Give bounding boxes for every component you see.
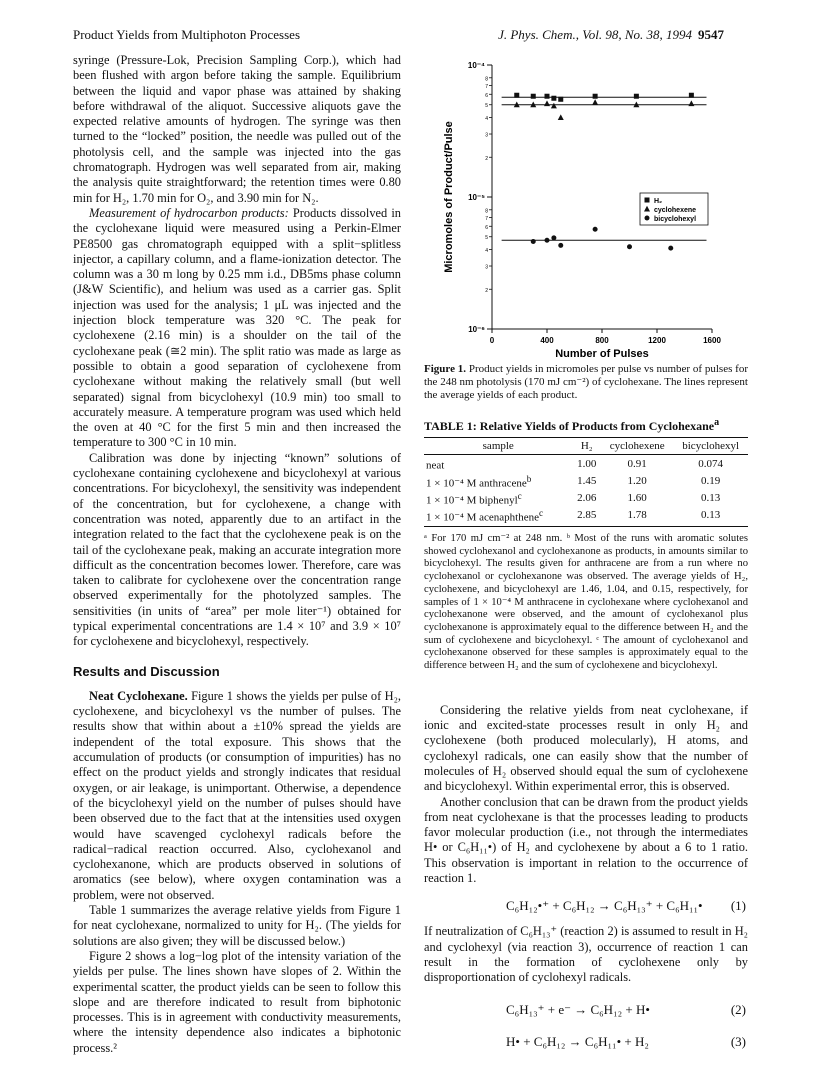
equation-number: (3) (730, 1033, 746, 1049)
table-header-row (424, 437, 748, 455)
table-cell: 0.13 (701, 492, 721, 505)
table-cell: 0.13 (673, 507, 748, 527)
x-tick-label: 400 (540, 336, 554, 345)
x-axis-title: Number of Pulses (555, 348, 649, 360)
legend-label: H₂ (654, 198, 663, 205)
y-minor-tick-label: 5 (485, 235, 488, 242)
table-cell: 2.85 (573, 507, 602, 527)
data-point-square (551, 96, 556, 101)
right-column (424, 53, 748, 1060)
column-header: cyclohexene (601, 437, 673, 455)
table-row (424, 455, 748, 473)
y-minor-tick-label: 2 (485, 155, 488, 162)
table-1 (424, 437, 748, 527)
table-row (424, 473, 748, 490)
data-point-square (689, 93, 694, 98)
table-1-title (424, 415, 748, 434)
x-tick-label: 0 (489, 336, 495, 345)
data-point-circle (545, 238, 550, 243)
table-1-footnotes: ᵃ For 170 mJ cm⁻² at 248 nm. ᵇ Most of the runs with aromatic solutes showed cyclohexanol and cyclohexanone as products, in amounts similar to bicyclohexyl. The results given for anthracene are from a run where no cyclohexanol or cyclohexanone was observed. The average yields of H₂, cyclohexene, and bicyclohexyl are 1.46, 1.04, and 0.15, respectively, for samples of 1 × 10⁻⁴ M anthracene in cyclohexane where cyclohexanol and cyclohexanone were observed, and the amount of cyclohexanol plus cyclohexanone is approximately equal to the difference between H₂ and the sum of cyclohexene and bicyclohexyl. ᶜ The amount of cyclohexanol and cyclohexanone observed for these samples is approximately equal to the difference between H₂ and the sum of cyclohexene and bicyclohexyl. (424, 533, 748, 672)
data-point-square (545, 94, 550, 99)
data-point-triangle (592, 99, 598, 105)
running-header-journal (498, 27, 724, 43)
equation-text: C₆H₁₃⁺ + e⁻ → C₆H₁₂ + H• (506, 1001, 650, 1017)
table-cell: 0.91 (627, 457, 647, 470)
y-minor-tick-label: 4 (485, 248, 488, 255)
figure-1-caption (424, 363, 748, 403)
section-title: Results and Discussion (73, 663, 220, 679)
table-title-footnote-mark: a (714, 416, 720, 428)
column-header: sample (424, 437, 573, 455)
y-minor-tick-label: 3 (485, 132, 488, 139)
equation-1 (424, 898, 748, 918)
page-number: 9547 (698, 27, 724, 42)
data-point-square (645, 198, 650, 203)
y-major-tick-label: 10⁻⁵ (468, 193, 485, 202)
y-minor-tick-label: 4 (485, 116, 488, 123)
y-minor-tick-label: 6 (485, 224, 488, 231)
x-tick-label: 800 (595, 336, 609, 345)
table-cell: 1.00 (577, 457, 597, 470)
figure-1-chart (430, 53, 730, 361)
table-cell-sample: 1 × 10⁻⁴ M anthracene$^b$ (426, 473, 532, 490)
data-point-square (593, 94, 598, 99)
data-point-square (558, 97, 563, 102)
run-in-heading: Measurement of hydrocarbon products: (89, 205, 289, 220)
y-minor-tick-label: 3 (485, 264, 488, 271)
data-point-circle (668, 246, 673, 251)
table-cell: 2.06 (577, 492, 597, 505)
paragraph-text: Figure 1 shows the yields per pulse of H₂, cyclohexene, and bicyclohexyl vs the number of pulses. The results show that within about a ±10% spread the yields are independent of the total exposure. This shows that the accumulation of products (or consumption of impurities) has no effect on the product yields and strongly indicates that residual oxygen, or air leakage, is unimportant. Otherwise, a dependence of the bicyclohexyl yield on the number of pulses should have been observed due to the fact that at the intensities used oxygen would have scavenged cyclohexyl radicals before the radical−radical reaction occurred. Also, cyclohexanol and cyclohexanone, which are products observed in solutions of aromatics (see below), where oxygen contamination was a problem, were not observed. (73, 688, 401, 902)
y-minor-tick-label: 8 (485, 76, 488, 83)
paragraph-calibration: Calibration was done by injecting “known” solutions of cyclohexane containing cyclohexene and bicyclohexyl at various concentrations. For bicyclohexyl, the sensitivity was independent of the concentration, but for cyclohexene, a change with concentration was noted, apparently due to an artifact in the integration related to the fact that the cyclohexene peak is on the tail of the cyclohexane peak, making an accurate integration more difficult as the concentration becomes lower. Therefore, care was taken to calibrate for cyclohexene over the concentration range observed experimentally for the photolyzed samples. The sensitivities (in units of “area” per mole liter⁻¹) obtained for typical experimental concentrations are 1.4 × 10⁷ and 3.9 × 10⁷ for cyclohexene and bicyclohexyl, respectively. (73, 450, 401, 649)
paragraph-text: Products dissolved in the cyclohexane liquid were measured using a Perkin-Elmer PE8500 gas chromatograph equipped with a split−splitless injector, a capillary column, and a flame-ionization detector. The column was a 30 m long by 0.25 mm i.d., DB5ms phase column (J&W Scientific), and helium was used as a carrier gas. Split injection was used for the analysis; 1 μL was injected and the injection block temperature was 320 °C. The peak for cyclohexene (2.16 min) is a shoulder on the tail of the cyclohexane peak (≅2 min). The split ratio was made as large as possible to obtain a good separation of cyclohexene from cyclohexane without making the relatively small (but well separated) signal from bicyclohexyl (10.9 min) too small to accurately measure. A temperature program was used which held the oven at 40 °C for the first 5 min and then increased the temperature to 300 °C in 10 min. (73, 205, 402, 450)
y-major-tick-label: 10⁻⁴ (467, 61, 485, 70)
paragraph-neat-cyclohexane (73, 689, 401, 903)
data-point-circle (558, 243, 563, 248)
data-point-square (514, 93, 519, 98)
data-point-circle (593, 227, 598, 232)
table-cell: 1.45 (577, 474, 597, 487)
equation-number: (2) (730, 1001, 746, 1017)
table-cell: 1.78 (601, 507, 673, 527)
data-point-triangle (558, 114, 564, 120)
y-minor-tick-label: 6 (485, 92, 488, 99)
paragraph-hydrocarbon-products (73, 206, 401, 451)
table-cell: 1.20 (627, 474, 647, 487)
table-cell-sample: 1 × 10⁻⁴ M biphenyl$^c$ (426, 490, 522, 507)
y-axis-title: Micromoles of Product/Pulse (443, 121, 455, 273)
run-in-heading: Neat Cyclohexane. (89, 688, 188, 703)
y-minor-tick-label: 5 (485, 103, 488, 110)
column-header: bicyclohexyl (673, 437, 748, 455)
paragraph-molecular-production: Another conclusion that can be drawn from the product yields from neat cyclohexane is that the processes leading to products favor molecular production (i.e., not through the intermediates H• or C₆H₁₁•) of H₂ and cyclohexene by about a 6 to 1 ratio. This observation is important in relation to the occurrence of reaction 1. (424, 794, 748, 886)
y-minor-tick-label: 2 (485, 287, 488, 294)
table-row (424, 490, 748, 507)
data-point-square (531, 94, 536, 99)
equation-3 (424, 1034, 748, 1054)
paragraph-relative-yields: Considering the relative yields from neat cyclohexane, if ionic and excited-state processes result in only H₂ and cyclohexene (both produced molecularly), H atoms, and cyclohexyl radicals, one can easily show that the number of molecules of H₂ observed should equal the sum of cyclohexene and bicyclohexyl. Within experimental error, this is observed. (424, 702, 748, 794)
running-header-title: Product Yields from Multiphoton Processes (73, 27, 301, 42)
paragraph-syringe: syringe (Pressure-Lok, Precision Sampling Corp.), which had been flushed with argon before taking the sample. Equilibrium between the liquid and vapor phase was attained by shaking before withdrawal of the aliquot. Successive aliquots gave the expected relative amounts of hydrogen. The syringe was then turned to the “locked” position, the needle was pulled out of the photolysis cell, and the sample was injected into the gas chromatograph. Hydrogen was well separated from air, making the analysis quite straightforward; the retention times were 0.80 min for H₂, 1.70 min for O₂, and 3.90 min for N₂. (73, 53, 401, 205)
x-tick-label: 1600 (703, 336, 721, 345)
paragraph-figure2: Figure 2 shows a log−log plot of the intensity variation of the yields per pulse. The lines shown have slopes of 2. Within the experimental scatter, the product yields can be seen to follow this slope and are therefore indicated to result from biphotonic processes. This is in agreement with conductivity measurements, where the intensity dependence also indicates a biphotonic process.² (73, 948, 401, 1055)
legend-label: bicyclohexyl (654, 216, 697, 223)
equation-text: H• + C₆H₁₂ → C₆H₁₁• + H₂ (506, 1033, 649, 1049)
data-point-circle (551, 235, 556, 240)
data-point-circle (645, 216, 650, 221)
equation-number: (1) (730, 898, 746, 914)
paragraph-neutralization: If neutralization of C₆H₁₃⁺ (reaction 2) is assumed to result in H₂ and cyclohexyl (via reaction 3), occurrence of reaction 1 can result in the formation of cyclohexene only by disproportionation of cyclohexyl radicals. (424, 924, 748, 985)
table-cell: 1.60 (627, 492, 647, 505)
paragraph-table-summary: Table 1 summarizes the average relative yields from Figure 1 for neat cyclohexane, normalized to unity for H₂. (The yields for solutions are also given; they will be discussed below.) (73, 903, 401, 948)
data-point-triangle (551, 103, 557, 109)
table-cell-sample: 1 × 10⁻⁴ M acenaphthene$^c$ (424, 507, 573, 527)
table-cell: 0.19 (701, 474, 721, 487)
table-cell: 0.074 (698, 457, 724, 470)
column-header: H₂ (573, 437, 602, 455)
y-minor-tick-label: 8 (485, 208, 488, 215)
caption-label: Figure 1. (424, 363, 467, 375)
journal-citation: J. Phys. Chem., Vol. 98, No. 38, 1994 (498, 27, 692, 42)
data-point-triangle (544, 100, 550, 106)
y-major-tick-label: 10⁻⁶ (468, 325, 485, 334)
data-point-triangle (688, 100, 694, 106)
equation-2 (424, 1002, 748, 1022)
left-column (73, 53, 401, 1056)
table-row (424, 507, 748, 527)
legend-label: cyclohexene (654, 207, 697, 214)
equation-text: C₆H₁₂•⁺ + C₆H₁₂ → C₆H₁₃⁺ + C₆H₁₁• (506, 898, 703, 914)
y-minor-tick-label: 7 (485, 215, 488, 222)
data-point-circle (627, 244, 632, 249)
table-title-text: TABLE 1: Relative Yields of Products from Cyclohexane (424, 418, 715, 433)
caption-text: Product yields in micromoles per pulse vs number of pulses for the 248 nm photolysis (170 mJ cm⁻²) of cyclohexane. The lines represent the average yields of each product. (424, 363, 748, 402)
table-cell-sample: neat (426, 460, 445, 473)
x-tick-label: 1200 (648, 336, 666, 345)
y-minor-tick-label: 7 (485, 83, 488, 90)
data-point-square (634, 94, 639, 99)
data-point-circle (531, 239, 536, 244)
